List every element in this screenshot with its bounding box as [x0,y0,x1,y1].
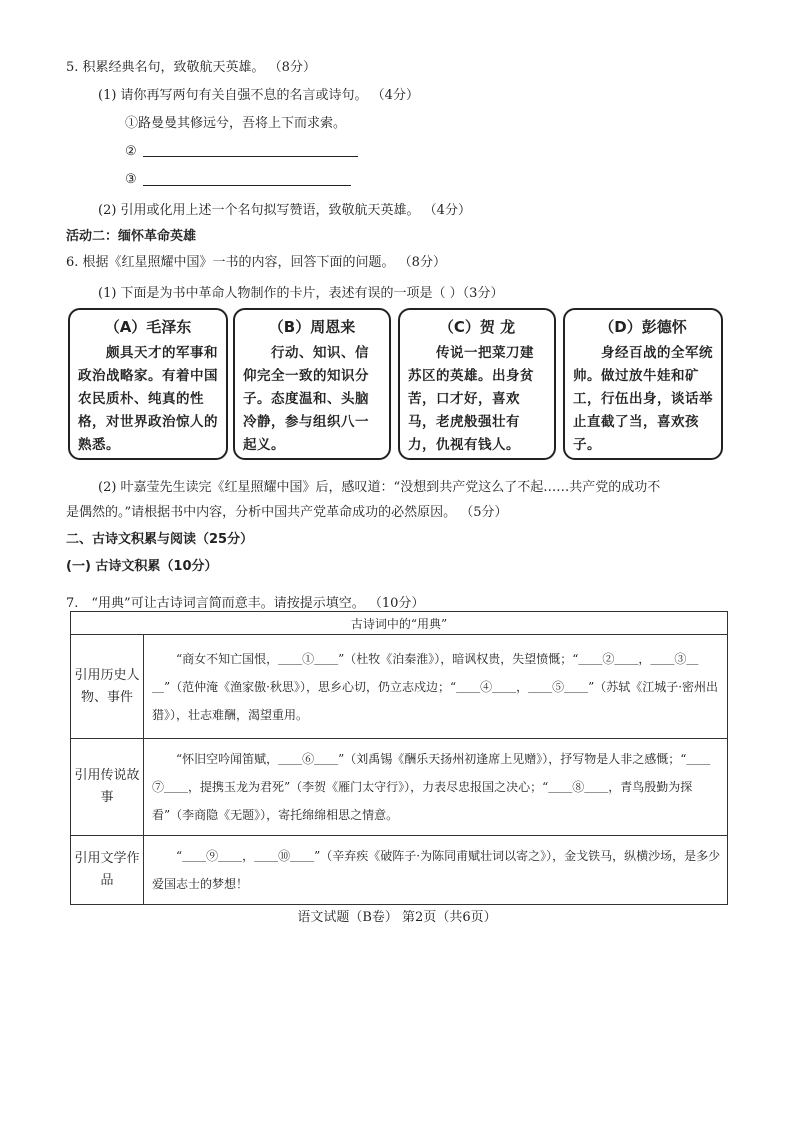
q7-title: 7. “用典”可让古诗词言简而意丰。请按提示填空。 （10分） [66,596,425,611]
row-content-literature [144,836,728,905]
card-b [233,308,391,460]
card-d [563,308,723,460]
row-category-legend: 引用传说故事 [71,739,144,836]
row-category-history: 引用历史人物、事件 [71,635,144,739]
row-content-history [144,635,728,739]
card-c [398,308,556,460]
row-text-history: “商女不知亡国恨，＿＿①＿＿”（杜牧《泊秦淮》），暗讽权贵，失望愤慨；“＿＿②＿＿，＿＿③＿＿”（范仲淹《渔家傲·秋思》），思乡心切，仍立志戍边；“＿＿④＿＿，＿＿⑤＿＿”（苏轼《江城子·密州出猎》），壮志难酬，渴望重用。 [152,651,719,722]
card-c-title: （C）贺 龙 [438,318,516,336]
q5-sub2: (2) 引用或化用上述一个名句拟写赞语，致敬航天英雄。 （4分） [98,203,471,218]
q5-answer-3-blank[interactable] [143,185,351,186]
row-text-legend: “怀旧空吟闻笛赋，＿＿⑥＿＿”（刘禹锡《酬乐天扬州初逢席上见赠》），抒写物是人非之感慨；“＿＿⑦＿＿，提携玉龙为君死”（李贺《雁门太守行》），力表尽忠报国之决心；“＿＿⑧＿＿，青鸟殷勤为探看”（李商隐《无题》），寄托绵绵相思之情意。 [152,752,711,822]
card-a-title: （A）毛泽东 [104,318,192,336]
card-b-title: （B）周恩来 [268,318,356,336]
q6-sub1: (1) 下面是为书中革命人物制作的卡片，表述有误的一项是（ ）（3分） [98,286,504,301]
section-2-heading: 二、古诗文积累与阅读（25分） [66,532,254,547]
table-header: 古诗词中的“用典” [71,612,728,635]
card-a-body: 颇具天才的军事和政治战略家。有着中国农民质朴、纯真的性格，对世界政治惊人的熟悉。 [78,345,218,453]
q5-answer-2-blank[interactable] [143,156,358,157]
q6-sub2-line1: (2) 叶嘉莹先生读完《红星照耀中国》后，感叹道：“没想到共产党这么了不起……共产党的成功不 [98,480,661,495]
q5-mark-2: ② [125,144,137,159]
row-text-literature: “＿＿⑨＿＿，＿＿⑩＿＿”（辛弃疾《破阵子·为陈同甫赋壮词以寄之》），金戈铁马，纵横沙场，是多少爱国志士的梦想！ [152,849,721,891]
q6-sub2-line2: 是偶然的。”请根据书中内容，分析中国共产党革命成功的必然原因。 （5分） [66,505,508,520]
section-2-1-heading: (一) 古诗文积累（10分） [66,559,218,574]
row-content-legend [144,739,728,836]
card-d-body: 身经百战的全军统帅。做过放牛娃和矿工，行伍出身，谈话举止直截了当，喜欢孩子。 [573,345,713,453]
page-footer: 语文试题（B卷） 第2页（共6页） [297,910,497,925]
activity-2-heading: 活动二：缅怀革命英雄 [66,229,197,244]
card-b-body: 行动、知识、信仰完全一致的知识分子。态度温和、头脑冷静，参与组织八一起义。 [243,345,369,453]
allusion-table [70,611,728,905]
q6-title: 6. 根据《红星照耀中国》一书的内容，回答下面的问题。 （8分） [66,255,446,270]
q5-title: 5. 积累经典名句，致敬航天英雄。 （8分） [66,60,316,75]
card-a [68,308,228,460]
card-d-title: （D）彭德怀 [599,318,687,336]
card-c-body: 传说一把菜刀建苏区的英雄。出身贫苦，口才好，喜欢马，老虎般强壮有力，仇视有钱人。 [408,345,534,453]
q5-mark-3: ③ [125,172,137,187]
row-category-literature: 引用文学作品 [71,836,144,905]
q5-answer-1: ①路曼曼其修远兮，吾将上下而求索。 [125,116,347,131]
q5-sub1: (1) 请你再写两句有关自强不息的名言或诗句。 （4分） [98,88,419,103]
